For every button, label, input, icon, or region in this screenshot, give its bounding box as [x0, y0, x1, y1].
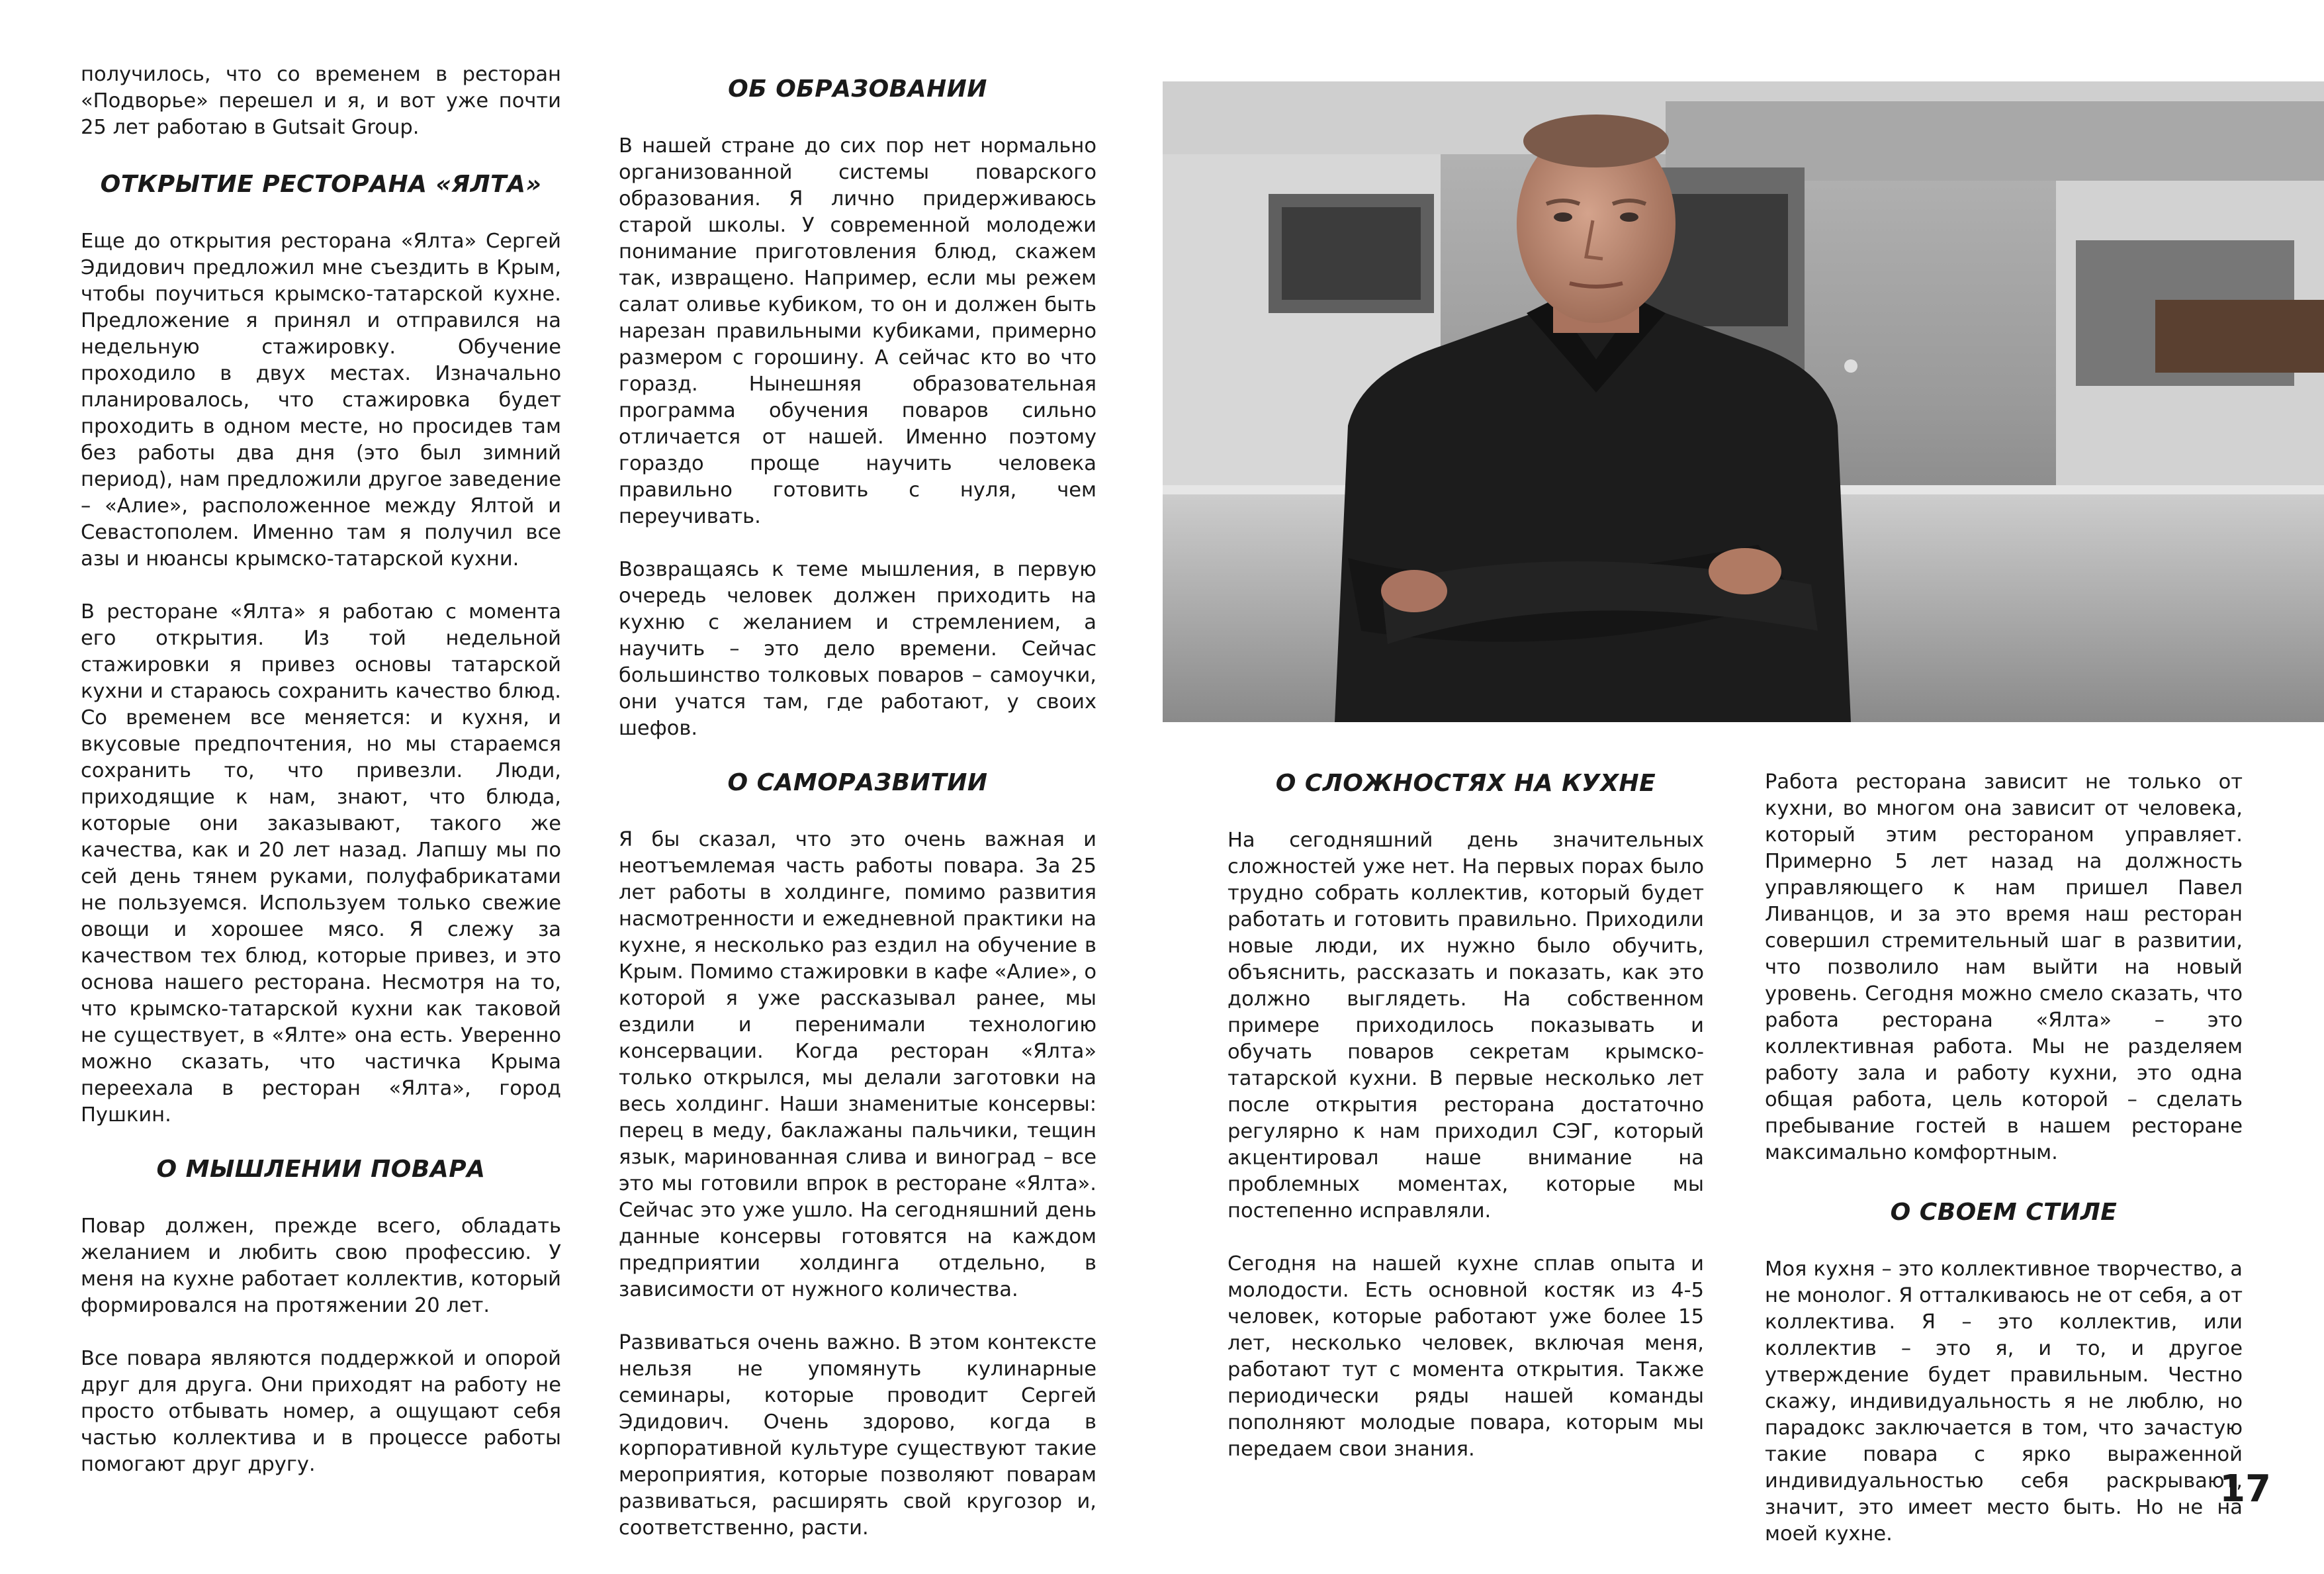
paragraph: Сегодня на нашей кухне сплав опыта и молодости. Есть основной костяк из 4-5 человек, которые работают уже более 15 лет, несколько человек, включая меня, работают тут с момента открытия. Также периодически ряды нашей команды пополняют молодые повара, которым мы передаем свои знания.: [1228, 1252, 1704, 1461]
paragraph: Работа ресторана зависит не только от кухни, во многом она зависит от человека, который этим рестораном управляет. Примерно 5 лет назад на должность управляющего к нам пришел Павел Ливанцов, и за это время наш ресторан совершил стремительный шаг в развитии, что позволило нам выйти на новый уровень. Сегодня можно смело сказать, что работа ресторана «Ялта» – это коллективная работа. Мы не разделяем работу зала и работу кухни, это одна общая работа, цель которой – сделать пребывание гостей в нашем ресторане максимально комфортным.: [1765, 770, 2243, 1164]
section-heading-chef-thinking: О МЫШЛЕНИИ ПОВАРА: [156, 1156, 486, 1183]
section-heading-yalta-opening: ОТКРЫТИЕ РЕСТОРАНА «ЯЛТА»: [100, 171, 542, 198]
paragraph: Моя кухня – это коллективное творчество, а не монолог. Я отталкиваюсь не от себя, а от коллектива. Я – это коллектив, или коллектив – это я, и то, и другое утверждение будет правильным. Честно скажу, индивидуальность я не люблю, но парадокс заключается в том, что зачастую такие повара с ярко выраженной индивидуальностью себя раскрывают, значит, это имеет место быть. Но не на моей кухне.: [1765, 1258, 2243, 1546]
paragraph: В нашей стране до сих пор нет нормально организованной системы поварского образования. Я лично придерживаюсь старой школы. У современной молодежи понимание приготовления блюд, скажем так, извращено. Например, если мы режем салат оливье кубиком, то он и должен быть нарезан правильными кубиками, примерно размером с горошину. А сейчас кто во что горазд. Нынешняя образовательная программа обучения поваров сильно отличается от нашей. Именно поэтому гораздо проще научить человека правильно готовить с нуля, чем переучивать.: [619, 134, 1096, 528]
text-column-1: [81, 62, 561, 1505]
paragraph: Развиваться очень важно. В этом контексте нельзя не упомянуть кулинарные семинары, которые проводит Сергей Эдидович. Очень здорово, когда в корпоративной культуре существуют такие мероприятия, которые позволяют поварам развиваться, расширять свой кругозор и, соответственно, расти.: [619, 1331, 1096, 1540]
paragraph: На сегодняшний день значительных сложностей уже нет. На первых порах было трудно собрать коллектив, который будет работать и готовить правильно. Приходили новые люди, их нужно было обучить, объяснить, рассказать и показать, как это должно выглядеть. На собственном примере приходилось показывать и обучать поваров секретам крымско-татарской кухни. В первые несколько лет после открытия ресторана достаточно регулярно к нам приходил СЭГ, который акцентировал наше внимание на проблемных моментах, которые мы постепенно исправляли.: [1228, 829, 1704, 1223]
section-heading-kitchen-difficulties: О СЛОЖНОСТЯХ НА КУХНЕ: [1275, 770, 1656, 797]
page-number: 17: [2219, 1467, 2271, 1510]
chef-portrait-icon: [1163, 81, 2324, 722]
section-heading-self-development: О САМОРАЗВИТИИ: [727, 769, 988, 796]
section-heading-own-style: О СВОЕМ СТИЛЕ: [1890, 1199, 2118, 1226]
section-heading-education: ОБ ОБРАЗОВАНИИ: [728, 75, 987, 103]
paragraph: В ресторане «Ялта» я работаю с момента его открытия. Из той недельной стажировки я привез основы татарской кухни и стараюсь сохранить качество блюд. Со временем все меняется: и кухня, и вкусовые предпочтения, но мы стараемся сохранить то, что привезли. Люди, приходящие к нам, знают, что блюда, которые они заказывают, такого же качества, как и 20 лет назад. Лапшу мы по сей день тянем руками, полуфабрикатами не пользуемся. Используем только свежие овощи и хорошее мясо. Я слежу за качеством тех блюд, которые привез, и это основа нашего ресторана. Несмотря на то, что крымско-татарской кухни как таковой не существует, в «Ялте» она есть. Уверенно можно сказать, что частичка Крыма переехала в ресторан «Ялта», город Пушкин.: [81, 600, 561, 1127]
text-column-2: [619, 75, 1096, 1568]
text-column-4: [1765, 769, 2243, 1574]
text-column-3: [1228, 769, 1704, 1489]
paragraph: Я бы сказал, что это очень важная и неотъемлемая часть работы повара. За 25 лет работы в холдинге, помимо развития насмотренности и ежедневной практики на кухне, я несколько раз ездил на обучение в Крым. Помимо стажировки в кафе «Алие», о которой я уже рассказывал ранее, мы ездили и перенимали технологию консервации. Когда ресторан «Ялта» только открылся, мы делали заготовки на весь холдинг. Наши знаменитые консервы: перец в меду, баклажаны пальчики, тещин язык, маринованная слива и виноград – все это мы готовили впрок в ресторане «Ялта». Сейчас это уже ушло. На сегодняшний день данные консервы готовятся на каждом предприятии холдинга отдельно, в зависимости от нужного количества.: [619, 828, 1096, 1301]
chef-portrait-photo: [1163, 81, 2324, 722]
paragraph: Возвращаясь к теме мышления, в первую очередь человек должен приходить на кухню с желанием и стремлением, а научить – это дело времени. Сейчас большинство толковых поваров – самоучки, они учатся там, где работают, у своих шефов.: [619, 558, 1096, 740]
paragraph: Еще до открытия ресторана «Ялта» Сергей Эдидович предложил мне съездить в Крым, чтобы поучиться крымско-татарской кухне. Предложение я принял и отправился на недельную стажировку. Обучение проходило в двух местах. Изначально планировалось, что стажировка будет проходить в одном месте, но просидев там без работы два дня (это был зимний период), нам предложили другое заведение – «Алие», расположенное между Ялтой и Севастополем. Именно там я получил все азы и нюансы крымско-татарской кухни.: [81, 230, 561, 571]
paragraph: получилось, что со временем в ресторан «Подворье» перешел и я, и вот уже почти 25 лет работаю в Gutsait Group.: [81, 63, 561, 139]
paragraph: Все повара являются поддержкой и опорой друг для друга. Они приходят на работу не просто отбывать номер, а ощущают себя частью коллектива и в процессе работы помогают друг другу.: [81, 1347, 561, 1476]
paragraph: Повар должен, прежде всего, обладать желанием и любить свою профессию. У меня на кухне работает коллектив, который формировался на протяжении 20 лет.: [81, 1215, 561, 1317]
